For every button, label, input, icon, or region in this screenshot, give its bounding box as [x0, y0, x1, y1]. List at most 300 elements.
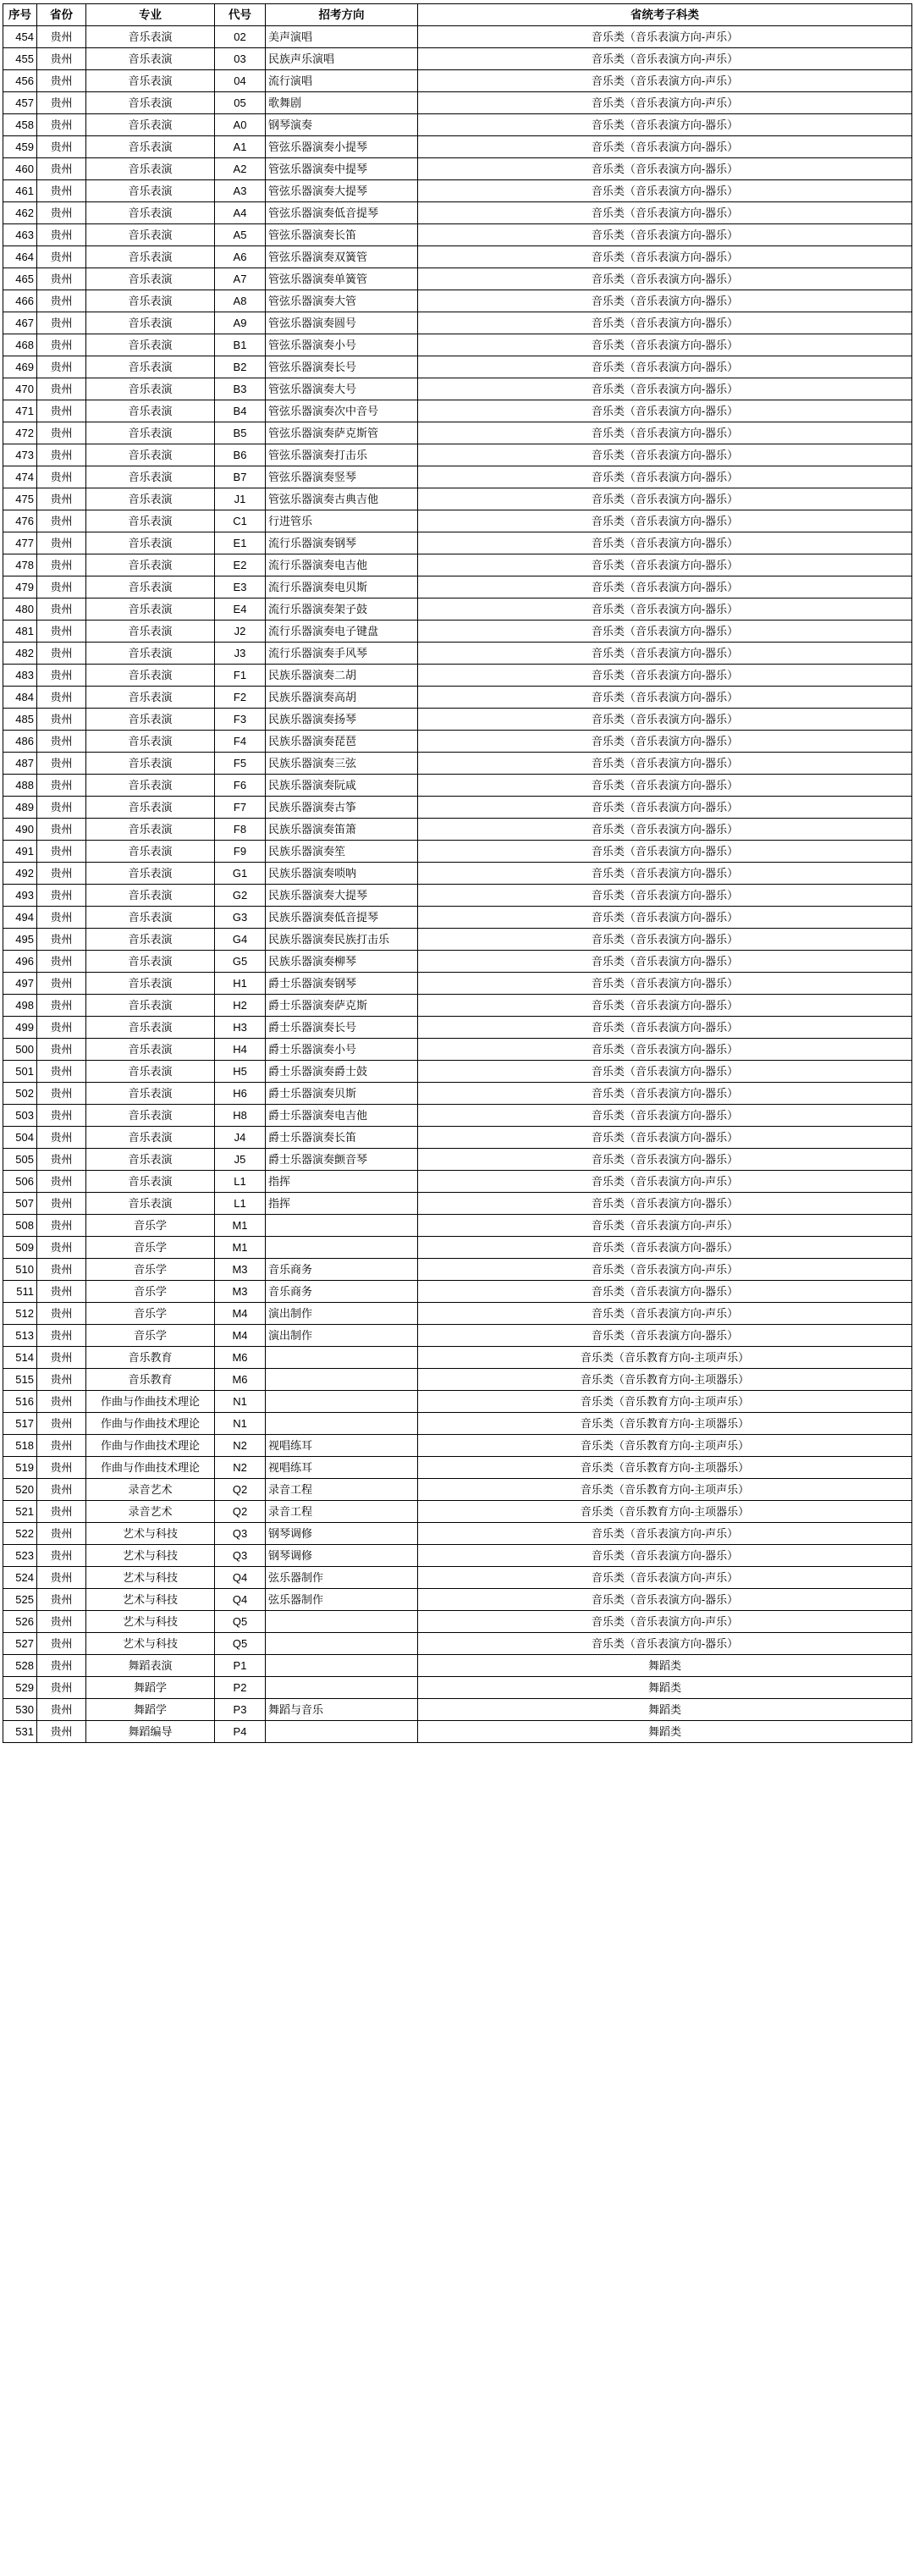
- cell-major: 艺术与科技: [86, 1567, 215, 1589]
- cell-code: J1: [215, 488, 266, 510]
- cell-province: 贵州: [37, 863, 86, 885]
- cell-province: 贵州: [37, 1281, 86, 1303]
- cell-direction: 管弦乐器演奏萨克斯管: [266, 422, 418, 444]
- cell-seq: 522: [3, 1523, 37, 1545]
- cell-seq: 496: [3, 951, 37, 973]
- cell-code: M4: [215, 1303, 266, 1325]
- cell-major: 录音艺术: [86, 1501, 215, 1523]
- table-row: [3, 1149, 912, 1171]
- cell-seq: 524: [3, 1567, 37, 1589]
- cell-code: H8: [215, 1105, 266, 1127]
- cell-direction: 爵士乐器演奏贝斯: [266, 1083, 418, 1105]
- cell-province: 贵州: [37, 1501, 86, 1523]
- cell-direction: 弦乐器制作: [266, 1589, 418, 1611]
- cell-subject: 音乐类（音乐表演方向-声乐）: [418, 26, 912, 48]
- cell-seq: 499: [3, 1017, 37, 1039]
- cell-major: 舞蹈学: [86, 1677, 215, 1699]
- cell-code: J3: [215, 643, 266, 665]
- major-catalog-table: [3, 3, 912, 1743]
- cell-seq: 531: [3, 1721, 37, 1743]
- cell-direction: [266, 1237, 418, 1259]
- cell-province: 贵州: [37, 1171, 86, 1193]
- cell-seq: 474: [3, 466, 37, 488]
- cell-direction: 钢琴调修: [266, 1523, 418, 1545]
- cell-major: 音乐表演: [86, 92, 215, 114]
- cell-major: 音乐表演: [86, 26, 215, 48]
- cell-province: 贵州: [37, 643, 86, 665]
- cell-code: G4: [215, 929, 266, 951]
- cell-direction: 管弦乐器演奏长号: [266, 356, 418, 378]
- cell-code: A0: [215, 114, 266, 136]
- cell-direction: [266, 1413, 418, 1435]
- cell-direction: 民族乐器演奏阮咸: [266, 775, 418, 797]
- cell-code: Q4: [215, 1567, 266, 1589]
- cell-seq: 512: [3, 1303, 37, 1325]
- cell-major: 音乐表演: [86, 687, 215, 709]
- cell-province: 贵州: [37, 1083, 86, 1105]
- cell-code: G2: [215, 885, 266, 907]
- table-row: [3, 929, 912, 951]
- cell-seq: 454: [3, 26, 37, 48]
- cell-seq: 479: [3, 576, 37, 598]
- cell-code: N1: [215, 1391, 266, 1413]
- table-row: [3, 378, 912, 400]
- cell-major: 音乐表演: [86, 1039, 215, 1061]
- cell-seq: 508: [3, 1215, 37, 1237]
- column-header-subject: 省统考子科类: [418, 4, 912, 26]
- cell-direction: [266, 1215, 418, 1237]
- cell-subject: 音乐类（音乐表演方向-器乐）: [418, 334, 912, 356]
- cell-direction: 音乐商务: [266, 1281, 418, 1303]
- cell-subject: 音乐类（音乐表演方向-声乐）: [418, 1567, 912, 1589]
- table-row: [3, 841, 912, 863]
- cell-code: M3: [215, 1259, 266, 1281]
- cell-direction: 歌舞剧: [266, 92, 418, 114]
- cell-direction: 管弦乐器演奏大提琴: [266, 180, 418, 202]
- cell-major: 艺术与科技: [86, 1589, 215, 1611]
- cell-subject: 音乐类（音乐教育方向-主项器乐）: [418, 1413, 912, 1435]
- cell-direction: 爵士乐器演奏长号: [266, 1017, 418, 1039]
- cell-province: 贵州: [37, 1391, 86, 1413]
- cell-seq: 509: [3, 1237, 37, 1259]
- cell-seq: 487: [3, 753, 37, 775]
- cell-code: M1: [215, 1215, 266, 1237]
- cell-province: 贵州: [37, 334, 86, 356]
- cell-major: 舞蹈表演: [86, 1655, 215, 1677]
- cell-province: 贵州: [37, 400, 86, 422]
- cell-seq: 464: [3, 246, 37, 268]
- cell-province: 贵州: [37, 1193, 86, 1215]
- cell-subject: 音乐类（音乐表演方向-器乐）: [418, 731, 912, 753]
- table-row: [3, 709, 912, 731]
- cell-direction: 流行乐器演奏电吉他: [266, 554, 418, 576]
- cell-seq: 481: [3, 621, 37, 643]
- cell-direction: [266, 1391, 418, 1413]
- cell-major: 音乐学: [86, 1259, 215, 1281]
- cell-subject: 音乐类（音乐表演方向-器乐）: [418, 1127, 912, 1149]
- table-header-row: [3, 4, 912, 26]
- cell-major: 音乐表演: [86, 665, 215, 687]
- cell-province: 贵州: [37, 731, 86, 753]
- cell-code: F6: [215, 775, 266, 797]
- cell-province: 贵州: [37, 1721, 86, 1743]
- table-row: [3, 1061, 912, 1083]
- table-row: [3, 1237, 912, 1259]
- cell-subject: 音乐类（音乐表演方向-器乐）: [418, 246, 912, 268]
- cell-seq: 493: [3, 885, 37, 907]
- cell-major: 艺术与科技: [86, 1523, 215, 1545]
- table-row: [3, 444, 912, 466]
- table-row: [3, 510, 912, 532]
- cell-major: 艺术与科技: [86, 1545, 215, 1567]
- cell-province: 贵州: [37, 1039, 86, 1061]
- table-row: [3, 70, 912, 92]
- cell-subject: 音乐类（音乐表演方向-器乐）: [418, 1105, 912, 1127]
- cell-subject: 音乐类（音乐教育方向-主项声乐）: [418, 1347, 912, 1369]
- cell-province: 贵州: [37, 158, 86, 180]
- cell-major: 音乐表演: [86, 180, 215, 202]
- cell-direction: 管弦乐器演奏双簧管: [266, 246, 418, 268]
- cell-subject: 音乐类（音乐表演方向-器乐）: [418, 488, 912, 510]
- cell-subject: 音乐类（音乐表演方向-器乐）: [418, 312, 912, 334]
- cell-major: 音乐表演: [86, 1017, 215, 1039]
- cell-subject: 音乐类（音乐表演方向-器乐）: [418, 885, 912, 907]
- cell-seq: 473: [3, 444, 37, 466]
- cell-subject: 音乐类（音乐教育方向-主项器乐）: [418, 1369, 912, 1391]
- cell-major: 音乐表演: [86, 1171, 215, 1193]
- table-row: [3, 1501, 912, 1523]
- cell-code: A6: [215, 246, 266, 268]
- cell-province: 贵州: [37, 576, 86, 598]
- cell-province: 贵州: [37, 554, 86, 576]
- cell-major: 音乐表演: [86, 709, 215, 731]
- cell-direction: [266, 1633, 418, 1655]
- cell-seq: 498: [3, 995, 37, 1017]
- table-row: [3, 1127, 912, 1149]
- cell-subject: 音乐类（音乐表演方向-器乐）: [418, 951, 912, 973]
- cell-code: P1: [215, 1655, 266, 1677]
- cell-province: 贵州: [37, 532, 86, 554]
- cell-seq: 491: [3, 841, 37, 863]
- cell-subject: 音乐类（音乐表演方向-器乐）: [418, 1193, 912, 1215]
- cell-seq: 513: [3, 1325, 37, 1347]
- cell-subject: 音乐类（音乐表演方向-器乐）: [418, 202, 912, 224]
- cell-code: 03: [215, 48, 266, 70]
- cell-subject: 音乐类（音乐表演方向-器乐）: [418, 863, 912, 885]
- cell-direction: 管弦乐器演奏大管: [266, 290, 418, 312]
- cell-direction: 管弦乐器演奏小提琴: [266, 136, 418, 158]
- cell-province: 贵州: [37, 70, 86, 92]
- cell-code: B6: [215, 444, 266, 466]
- cell-major: 音乐表演: [86, 246, 215, 268]
- cell-province: 贵州: [37, 1567, 86, 1589]
- cell-subject: 音乐类（音乐表演方向-器乐）: [418, 378, 912, 400]
- cell-seq: 516: [3, 1391, 37, 1413]
- cell-direction: 民族乐器演奏唢呐: [266, 863, 418, 885]
- cell-seq: 528: [3, 1655, 37, 1677]
- cell-subject: 音乐类（音乐表演方向-器乐）: [418, 819, 912, 841]
- cell-province: 贵州: [37, 907, 86, 929]
- cell-subject: 音乐类（音乐表演方向-器乐）: [418, 576, 912, 598]
- cell-direction: 视唱练耳: [266, 1435, 418, 1457]
- table-row: [3, 907, 912, 929]
- cell-subject: 音乐类（音乐表演方向-声乐）: [418, 1303, 912, 1325]
- cell-province: 贵州: [37, 753, 86, 775]
- cell-direction: [266, 1347, 418, 1369]
- table-row: [3, 1611, 912, 1633]
- cell-direction: [266, 1611, 418, 1633]
- table-row: [3, 114, 912, 136]
- cell-seq: 472: [3, 422, 37, 444]
- cell-major: 音乐表演: [86, 797, 215, 819]
- cell-direction: 流行乐器演奏电子键盘: [266, 621, 418, 643]
- table-row: [3, 1655, 912, 1677]
- cell-province: 贵州: [37, 973, 86, 995]
- cell-province: 贵州: [37, 709, 86, 731]
- table-row: [3, 1523, 912, 1545]
- cell-subject: 音乐类（音乐表演方向-器乐）: [418, 621, 912, 643]
- cell-major: 音乐表演: [86, 995, 215, 1017]
- table-row: [3, 312, 912, 334]
- cell-subject: 音乐类（音乐表演方向-声乐）: [418, 1523, 912, 1545]
- table-row: [3, 1259, 912, 1281]
- cell-seq: 530: [3, 1699, 37, 1721]
- cell-direction: 民族声乐演唱: [266, 48, 418, 70]
- cell-major: 音乐表演: [86, 48, 215, 70]
- table-row: [3, 1633, 912, 1655]
- cell-direction: 爵士乐器演奏萨克斯: [266, 995, 418, 1017]
- cell-province: 贵州: [37, 180, 86, 202]
- cell-subject: 音乐类（音乐表演方向-器乐）: [418, 356, 912, 378]
- cell-major: 艺术与科技: [86, 1611, 215, 1633]
- cell-code: A2: [215, 158, 266, 180]
- cell-code: Q3: [215, 1545, 266, 1567]
- cell-province: 贵州: [37, 1589, 86, 1611]
- table-header: [3, 4, 912, 26]
- cell-code: F5: [215, 753, 266, 775]
- cell-seq: 504: [3, 1127, 37, 1149]
- cell-major: 音乐表演: [86, 356, 215, 378]
- cell-subject: 音乐类（音乐教育方向-主项声乐）: [418, 1435, 912, 1457]
- cell-code: E3: [215, 576, 266, 598]
- cell-province: 贵州: [37, 1413, 86, 1435]
- table-row: [3, 731, 912, 753]
- cell-province: 贵州: [37, 1215, 86, 1237]
- cell-seq: 467: [3, 312, 37, 334]
- cell-province: 贵州: [37, 1545, 86, 1567]
- cell-major: 音乐表演: [86, 378, 215, 400]
- cell-code: A3: [215, 180, 266, 202]
- cell-code: G3: [215, 907, 266, 929]
- cell-major: 音乐表演: [86, 643, 215, 665]
- cell-direction: 流行乐器演奏钢琴: [266, 532, 418, 554]
- cell-major: 音乐表演: [86, 158, 215, 180]
- cell-seq: 503: [3, 1105, 37, 1127]
- cell-code: M4: [215, 1325, 266, 1347]
- cell-code: L1: [215, 1171, 266, 1193]
- table-row: [3, 973, 912, 995]
- cell-province: 贵州: [37, 598, 86, 621]
- cell-code: E4: [215, 598, 266, 621]
- table-row: [3, 422, 912, 444]
- cell-subject: 音乐类（音乐表演方向-器乐）: [418, 510, 912, 532]
- cell-subject: 音乐类（音乐表演方向-器乐）: [418, 775, 912, 797]
- cell-province: 贵州: [37, 136, 86, 158]
- table-row: [3, 797, 912, 819]
- cell-subject: 音乐类（音乐教育方向-主项声乐）: [418, 1479, 912, 1501]
- cell-major: 音乐表演: [86, 951, 215, 973]
- cell-direction: 录音工程: [266, 1501, 418, 1523]
- cell-subject: 音乐类（音乐表演方向-器乐）: [418, 554, 912, 576]
- cell-direction: 流行乐器演奏手风琴: [266, 643, 418, 665]
- cell-seq: 466: [3, 290, 37, 312]
- cell-direction: 录音工程: [266, 1479, 418, 1501]
- cell-seq: 468: [3, 334, 37, 356]
- cell-subject: 音乐类（音乐表演方向-器乐）: [418, 753, 912, 775]
- cell-major: 作曲与作曲技术理论: [86, 1413, 215, 1435]
- cell-province: 贵州: [37, 1061, 86, 1083]
- cell-direction: 民族乐器演奏高胡: [266, 687, 418, 709]
- table-row: [3, 819, 912, 841]
- cell-code: J4: [215, 1127, 266, 1149]
- cell-subject: 音乐类（音乐表演方向-器乐）: [418, 598, 912, 621]
- cell-seq: 488: [3, 775, 37, 797]
- cell-code: A1: [215, 136, 266, 158]
- table-row: [3, 1171, 912, 1193]
- cell-code: E1: [215, 532, 266, 554]
- cell-seq: 459: [3, 136, 37, 158]
- cell-seq: 462: [3, 202, 37, 224]
- cell-province: 贵州: [37, 885, 86, 907]
- cell-code: E2: [215, 554, 266, 576]
- cell-direction: 指挥: [266, 1193, 418, 1215]
- cell-direction: 演出制作: [266, 1303, 418, 1325]
- cell-code: P3: [215, 1699, 266, 1721]
- cell-code: N2: [215, 1435, 266, 1457]
- table-row: [3, 202, 912, 224]
- cell-major: 音乐表演: [86, 1149, 215, 1171]
- cell-province: 贵州: [37, 422, 86, 444]
- table-row: [3, 665, 912, 687]
- cell-major: 音乐表演: [86, 466, 215, 488]
- cell-subject: 音乐类（音乐表演方向-器乐）: [418, 1061, 912, 1083]
- cell-direction: [266, 1655, 418, 1677]
- table-row: [3, 1105, 912, 1127]
- cell-code: 02: [215, 26, 266, 48]
- cell-seq: 500: [3, 1039, 37, 1061]
- cell-direction: 民族乐器演奏柳琴: [266, 951, 418, 973]
- cell-major: 音乐表演: [86, 1083, 215, 1105]
- cell-direction: 音乐商务: [266, 1259, 418, 1281]
- cell-subject: 音乐类（音乐表演方向-器乐）: [418, 643, 912, 665]
- cell-code: F3: [215, 709, 266, 731]
- cell-major: 音乐表演: [86, 554, 215, 576]
- cell-subject: 音乐类（音乐表演方向-器乐）: [418, 1545, 912, 1567]
- cell-major: 音乐表演: [86, 598, 215, 621]
- cell-major: 音乐表演: [86, 444, 215, 466]
- cell-subject: 音乐类（音乐表演方向-器乐）: [418, 665, 912, 687]
- cell-subject: 音乐类（音乐表演方向-器乐）: [418, 224, 912, 246]
- table-row: [3, 1391, 912, 1413]
- column-header-direction: 招考方向: [266, 4, 418, 26]
- cell-direction: 管弦乐器演奏长笛: [266, 224, 418, 246]
- cell-direction: 管弦乐器演奏古典吉他: [266, 488, 418, 510]
- cell-code: 05: [215, 92, 266, 114]
- cell-province: 贵州: [37, 48, 86, 70]
- table-row: [3, 1215, 912, 1237]
- cell-direction: 演出制作: [266, 1325, 418, 1347]
- table-row: [3, 1281, 912, 1303]
- cell-code: H4: [215, 1039, 266, 1061]
- cell-direction: 指挥: [266, 1171, 418, 1193]
- cell-major: 音乐表演: [86, 136, 215, 158]
- cell-seq: 490: [3, 819, 37, 841]
- table-row: [3, 1721, 912, 1743]
- cell-major: 音乐表演: [86, 929, 215, 951]
- cell-major: 音乐表演: [86, 334, 215, 356]
- cell-province: 贵州: [37, 488, 86, 510]
- cell-subject: 音乐类（音乐教育方向-主项器乐）: [418, 1501, 912, 1523]
- table-row: [3, 334, 912, 356]
- cell-province: 贵州: [37, 224, 86, 246]
- cell-code: H5: [215, 1061, 266, 1083]
- cell-code: P4: [215, 1721, 266, 1743]
- cell-major: 音乐学: [86, 1215, 215, 1237]
- cell-subject: 音乐类（音乐表演方向-器乐）: [418, 136, 912, 158]
- cell-major: 录音艺术: [86, 1479, 215, 1501]
- cell-code: F7: [215, 797, 266, 819]
- cell-code: A8: [215, 290, 266, 312]
- cell-code: H1: [215, 973, 266, 995]
- cell-province: 贵州: [37, 246, 86, 268]
- cell-province: 贵州: [37, 995, 86, 1017]
- cell-direction: 爵士乐器演奏长笛: [266, 1127, 418, 1149]
- cell-code: B4: [215, 400, 266, 422]
- cell-code: H2: [215, 995, 266, 1017]
- cell-major: 音乐表演: [86, 841, 215, 863]
- cell-major: 音乐学: [86, 1325, 215, 1347]
- cell-seq: 456: [3, 70, 37, 92]
- table-row: [3, 356, 912, 378]
- table-row: [3, 1369, 912, 1391]
- cell-direction: 民族乐器演奏低音提琴: [266, 907, 418, 929]
- cell-province: 贵州: [37, 1677, 86, 1699]
- cell-subject: 音乐类（音乐教育方向-主项器乐）: [418, 1457, 912, 1479]
- cell-subject: 音乐类（音乐表演方向-声乐）: [418, 92, 912, 114]
- cell-subject: 音乐类（音乐表演方向-器乐）: [418, 929, 912, 951]
- cell-major: 音乐学: [86, 1237, 215, 1259]
- cell-direction: [266, 1369, 418, 1391]
- cell-direction: 爵士乐器演奏电吉他: [266, 1105, 418, 1127]
- cell-seq: 460: [3, 158, 37, 180]
- table-row: [3, 775, 912, 797]
- cell-seq: 465: [3, 268, 37, 290]
- table-row: [3, 488, 912, 510]
- cell-direction: 流行乐器演奏架子鼓: [266, 598, 418, 621]
- table-row: [3, 643, 912, 665]
- cell-seq: 502: [3, 1083, 37, 1105]
- cell-seq: 525: [3, 1589, 37, 1611]
- cell-province: 贵州: [37, 1237, 86, 1259]
- cell-seq: 475: [3, 488, 37, 510]
- cell-major: 音乐表演: [86, 731, 215, 753]
- cell-code: F8: [215, 819, 266, 841]
- cell-province: 贵州: [37, 1611, 86, 1633]
- cell-subject: 音乐类（音乐表演方向-器乐）: [418, 158, 912, 180]
- cell-major: 音乐表演: [86, 400, 215, 422]
- cell-subject: 音乐类（音乐表演方向-器乐）: [418, 268, 912, 290]
- cell-direction: 民族乐器演奏笛箫: [266, 819, 418, 841]
